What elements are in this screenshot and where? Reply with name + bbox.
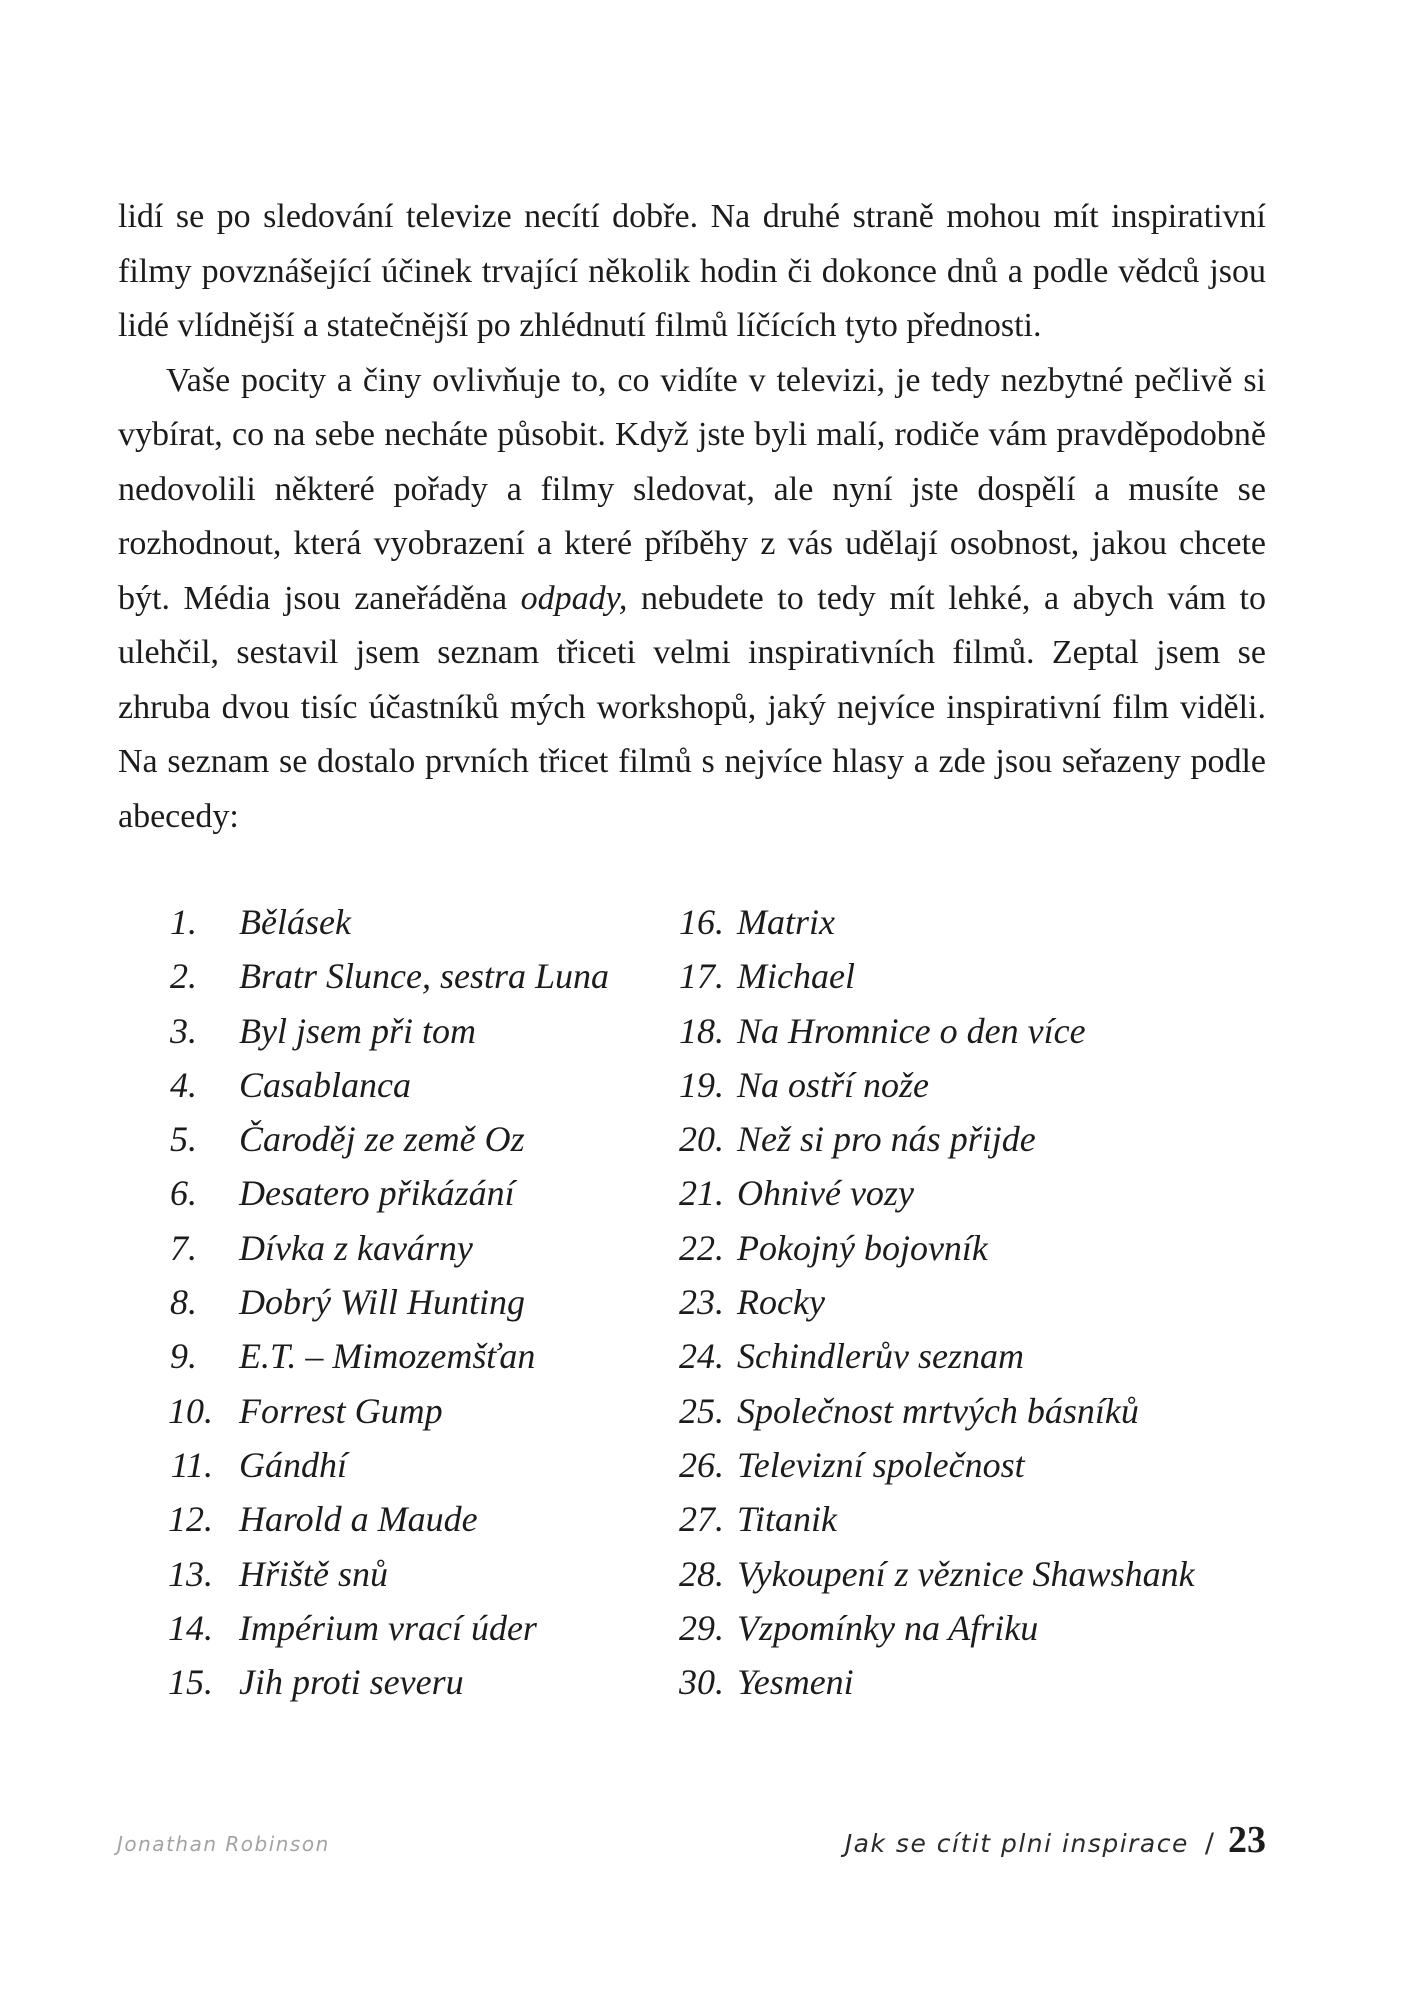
list-number: 15.	[168, 1662, 213, 1703]
list-item	[676, 949, 1195, 1003]
list-number: 21.	[679, 1173, 724, 1214]
film-title: Pokojný bojovník	[737, 1227, 988, 1268]
list-item	[165, 1275, 609, 1329]
footer-book-title: Jak se cítit plni inspirace	[844, 1829, 1189, 1858]
film-title: Michael	[737, 956, 855, 997]
list-number: 19.	[679, 1064, 724, 1105]
list-item	[165, 949, 609, 1003]
film-list-left-column	[165, 895, 609, 1709]
film-title: Hřiště snů	[239, 1553, 389, 1594]
paragraph-text: Vaše pocity a činy ovlivňuje to, co vidíte v televizi, je tedy nezbytné pečlivě si vybírat, co na sebe necháte působit. Když jste byli malí, rodiče vám pravděpodobně nedovolili některé pořady a filmy sledovat, ale nyní jste dospělí a musíte se rozhodnout, která vyobrazení a které příběhy z vás udělají osobnost, jakou chcete být. Média jsou zaneřáděna	[118, 361, 1266, 617]
footer-author: Jonathan Robinson	[117, 1832, 330, 1856]
film-title: Dobrý Will Hunting	[239, 1282, 525, 1323]
film-title: E.T. – Mimozemšťan	[239, 1336, 536, 1377]
body-text	[118, 190, 1266, 844]
list-number: 4.	[170, 1064, 197, 1105]
film-title: Gándhí	[239, 1444, 347, 1485]
list-number: 25.	[679, 1390, 724, 1431]
list-item	[676, 895, 1195, 949]
list-number: 11.	[170, 1444, 213, 1485]
paragraph	[118, 354, 1266, 845]
list-item	[676, 1058, 1195, 1112]
list-item	[165, 1166, 609, 1220]
list-number: 5.	[170, 1119, 197, 1160]
film-title: Než si pro nás přijde	[737, 1119, 1036, 1160]
list-number: 17.	[679, 956, 724, 997]
list-item	[165, 1438, 609, 1492]
list-item	[676, 1166, 1195, 1220]
list-number: 22.	[679, 1227, 724, 1268]
footer-separator: /	[1204, 1828, 1214, 1859]
film-title: Forrest Gump	[239, 1390, 443, 1431]
film-title: Impérium vrací úder	[239, 1607, 537, 1648]
film-title: Na ostří nože	[737, 1064, 930, 1105]
list-item	[676, 1221, 1195, 1275]
list-number: 24.	[679, 1336, 724, 1377]
film-title: Rocky	[737, 1282, 825, 1323]
list-number: 18.	[679, 1010, 724, 1051]
list-item	[165, 1384, 609, 1438]
list-number: 23.	[679, 1282, 724, 1323]
list-item	[165, 1655, 609, 1709]
list-item	[165, 1221, 609, 1275]
list-number: 29.	[679, 1607, 724, 1648]
film-title: Společnost mrtvých básníků	[737, 1390, 1139, 1431]
list-number: 2.	[170, 956, 197, 997]
list-number: 1.	[170, 902, 197, 942]
film-title: Na Hromnice o den více	[737, 1010, 1086, 1051]
list-number: 30.	[679, 1662, 724, 1703]
list-item	[676, 1275, 1195, 1329]
list-item	[165, 1547, 609, 1601]
list-number: 20.	[679, 1119, 724, 1160]
emphasis-text: odpady,	[520, 579, 628, 617]
list-number: 16.	[679, 902, 724, 942]
list-number: 3.	[170, 1010, 197, 1051]
film-title: Matrix	[737, 902, 835, 942]
list-number: 9.	[170, 1336, 197, 1377]
list-number: 6.	[170, 1173, 197, 1214]
list-item	[165, 1004, 609, 1058]
film-title: Vykoupení z věznice Shawshank	[737, 1553, 1195, 1594]
list-item	[165, 1329, 609, 1383]
list-item	[676, 1492, 1195, 1546]
list-number: 26.	[679, 1444, 724, 1485]
film-title: Bratr Slunce, sestra Luna	[239, 956, 610, 997]
film-list-right-column	[676, 895, 1195, 1709]
list-number: 7.	[170, 1227, 197, 1268]
list-number: 10.	[168, 1390, 213, 1431]
list-item	[676, 1438, 1195, 1492]
film-title: Vzpomínky na Afriku	[737, 1607, 1039, 1648]
film-title: Byl jsem při tom	[239, 1010, 476, 1051]
film-title: Bělásek	[239, 902, 351, 942]
list-number: 8.	[170, 1282, 197, 1323]
list-item	[165, 1112, 609, 1166]
list-number: 13.	[168, 1553, 213, 1594]
list-item	[676, 1329, 1195, 1383]
film-title: Casablanca	[239, 1064, 412, 1105]
film-title: Dívka z kavárny	[239, 1227, 473, 1268]
film-title: Televizní společnost	[737, 1444, 1025, 1485]
page-number: 23	[1228, 1819, 1266, 1861]
footer-running-head	[845, 1818, 1266, 1862]
list-item	[165, 895, 609, 949]
film-title: Titanik	[737, 1499, 838, 1540]
list-item	[676, 1004, 1195, 1058]
list-item	[676, 1601, 1195, 1655]
list-item	[165, 1601, 609, 1655]
film-title: Čaroděj ze země Oz	[239, 1119, 525, 1160]
film-title: Yesmeni	[737, 1662, 854, 1703]
film-title: Harold a Maude	[239, 1499, 478, 1540]
film-title: Jih proti severu	[239, 1662, 464, 1703]
film-title: Desatero přikázání	[239, 1173, 515, 1214]
list-item	[676, 1655, 1195, 1709]
film-title: Schindlerův seznam	[737, 1336, 1024, 1377]
list-item	[676, 1547, 1195, 1601]
paragraph: lidí se po sledování televize necítí dobře. Na druhé straně mohou mít inspirativní filmy povznášející účinek trvající několik hodin či dokonce dnů a podle vědců jsou lidé vlídnější a statečnější po zhlédnutí filmů líčících tyto přednosti.	[118, 198, 1266, 344]
list-number: 12.	[168, 1499, 213, 1540]
list-number: 14.	[168, 1607, 213, 1648]
list-item	[676, 1384, 1195, 1438]
paragraph-text: nebudete to tedy mít lehké, a abych vám to ulehčil, sestavil jsem seznam třiceti velmi inspirativních filmů. Zeptal jsem se zhruba dvou tisíc účastníků mých workshopů, jaký nejvíce inspirativní film viděli. Na seznam se dostalo prvních třicet filmů s nejvíce hlasy a zde jsou seřazeny podle abecedy:	[118, 579, 1266, 835]
list-item	[165, 1492, 609, 1546]
film-title: Ohnivé vozy	[737, 1173, 914, 1214]
list-item	[165, 1058, 609, 1112]
list-number: 28.	[679, 1553, 724, 1594]
list-number: 27.	[679, 1499, 724, 1540]
list-item	[676, 1112, 1195, 1166]
